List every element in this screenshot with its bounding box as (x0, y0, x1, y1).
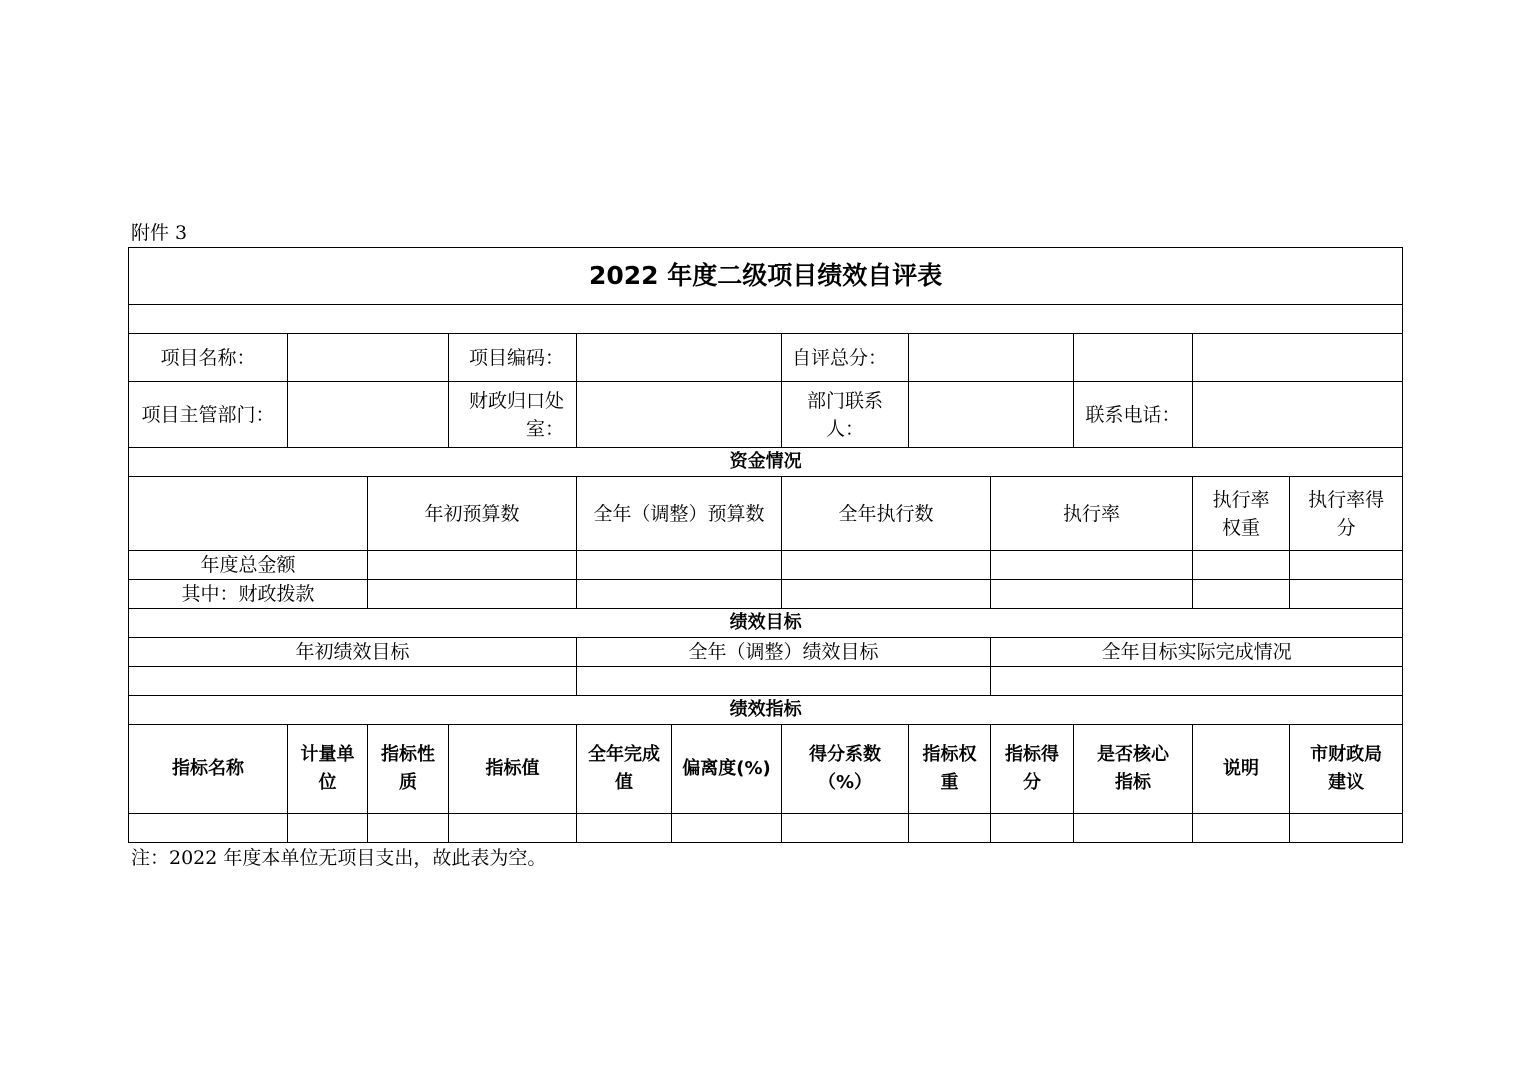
project-code-label: 项目编码： (449, 334, 577, 382)
indicator-header-cell: 全年完成值 (577, 725, 672, 814)
goals-header-cell: 全年（调整）绩效目标 (577, 638, 991, 667)
goals-header-cell: 年初绩效目标 (129, 638, 577, 667)
finance-office-value (577, 382, 782, 448)
indicator-cell (129, 814, 288, 843)
goals-section-heading: 绩效目标 (129, 609, 1403, 638)
contact-value (909, 382, 1074, 448)
indicator-cell (288, 814, 368, 843)
funds-section-heading: 资金情况 (129, 448, 1403, 477)
funds-cell (1290, 551, 1403, 580)
goals-cell (129, 667, 577, 696)
indicator-cell (672, 814, 782, 843)
self-score-value (909, 334, 1074, 382)
funds-cell (1193, 551, 1290, 580)
indicator-header-cell: 偏离度(%) (672, 725, 782, 814)
indicator-header-cell: 指标值 (449, 725, 577, 814)
funds-cell (991, 580, 1193, 609)
contact-label: 部门联系人： (782, 382, 909, 448)
indicator-cell (577, 814, 672, 843)
funds-header-blank (129, 477, 368, 551)
indicator-header-cell: 指标得分 (991, 725, 1074, 814)
dept-label: 项目主管部门： (129, 382, 288, 448)
indicator-header-cell: 市财政局建议 (1290, 725, 1403, 814)
indicator-header-cell: 是否核心指标 (1074, 725, 1193, 814)
footnote: 注：2022 年度本单位无项目支出，故此表为空。 (131, 847, 547, 869)
self-score-label: 自评总分： (782, 334, 909, 382)
indicator-cell (1074, 814, 1193, 843)
blank-row (129, 305, 1403, 334)
indicator-header-cell: 计量单位 (288, 725, 368, 814)
empty-cell (1074, 334, 1193, 382)
funds-cell (368, 551, 577, 580)
indicator-cell (991, 814, 1074, 843)
phone-value (1193, 382, 1403, 448)
indicator-header-cell: 指标权重 (909, 725, 991, 814)
funds-cell (1193, 580, 1290, 609)
performance-self-evaluation-table (128, 247, 1403, 843)
project-name-label: 项目名称： (129, 334, 288, 382)
funds-cell (1290, 580, 1403, 609)
dept-value (288, 382, 449, 448)
indicator-cell (909, 814, 991, 843)
funds-cell (368, 580, 577, 609)
funds-row-label: 其中：财政拨款 (129, 580, 368, 609)
funds-header-cell: 全年（调整）预算数 (577, 477, 782, 551)
funds-cell (782, 580, 991, 609)
indicator-header-cell: 指标名称 (129, 725, 288, 814)
phone-label: 联系电话： (1074, 382, 1193, 448)
attachment-label: 附件 3 (131, 222, 188, 244)
indicator-cell (1193, 814, 1290, 843)
empty-cell (1193, 334, 1403, 382)
funds-cell (991, 551, 1193, 580)
finance-office-label: 财政归口处室： (449, 382, 577, 448)
goals-header-cell: 全年目标实际完成情况 (991, 638, 1403, 667)
funds-header-cell: 执行率得分 (1290, 477, 1403, 551)
funds-header-cell: 全年执行数 (782, 477, 991, 551)
project-code-value (577, 334, 782, 382)
indicator-cell (782, 814, 909, 843)
project-name-value (288, 334, 449, 382)
indicator-cell (1290, 814, 1403, 843)
indicator-cell (449, 814, 577, 843)
funds-cell (577, 551, 782, 580)
funds-header-cell: 年初预算数 (368, 477, 577, 551)
funds-header-cell: 执行率权重 (1193, 477, 1290, 551)
funds-header-cell: 执行率 (991, 477, 1193, 551)
indicator-header-cell: 说明 (1193, 725, 1290, 814)
goals-cell (991, 667, 1403, 696)
funds-cell (577, 580, 782, 609)
form-title: 2022 年度二级项目绩效自评表 (129, 248, 1403, 305)
goals-cell (577, 667, 991, 696)
funds-row-label: 年度总金额 (129, 551, 368, 580)
funds-cell (782, 551, 991, 580)
indicator-header-cell: 得分系数（%） (782, 725, 909, 814)
indicator-header-cell: 指标性质 (368, 725, 449, 814)
indicators-section-heading: 绩效指标 (129, 696, 1403, 725)
indicator-cell (368, 814, 449, 843)
